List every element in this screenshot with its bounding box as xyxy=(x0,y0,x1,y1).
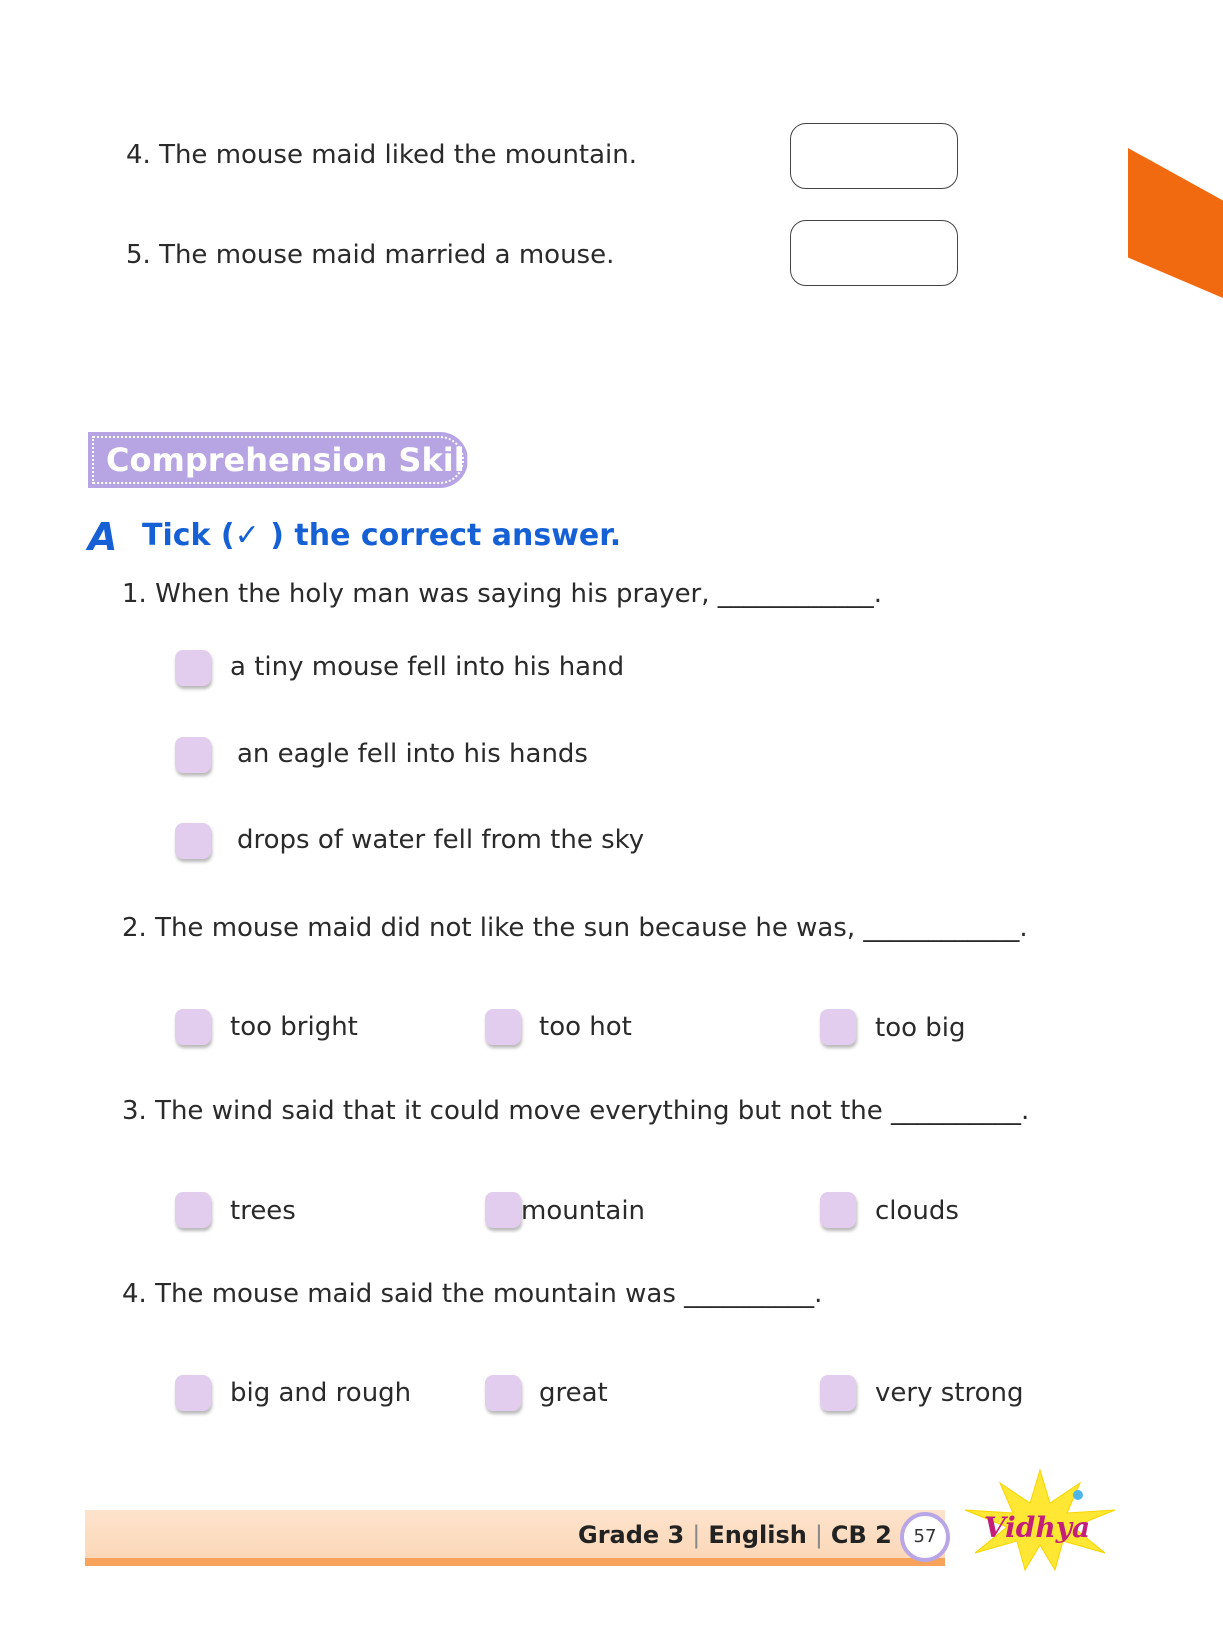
option-q3-b: mountain xyxy=(521,1196,646,1226)
section-heading xyxy=(88,432,495,488)
option-q2-c: too big xyxy=(875,1013,966,1043)
footer-grade: Grade 3 xyxy=(578,1521,685,1549)
corner-decoration xyxy=(1128,148,1223,298)
checkbox-q2-b[interactable] xyxy=(485,1009,521,1045)
option-q1-b: an eagle fell into his hands xyxy=(237,739,588,769)
checkbox-q4-b[interactable] xyxy=(485,1375,521,1411)
footer-label xyxy=(578,1521,892,1549)
section-title: Comprehension Skills xyxy=(106,441,495,479)
option-q4-b: great xyxy=(539,1378,608,1408)
checkbox-q4-c[interactable] xyxy=(820,1375,856,1411)
footer-book: CB 2 xyxy=(830,1521,892,1549)
option-q4-c: very strong xyxy=(875,1378,1024,1408)
footer-separator: | xyxy=(814,1521,823,1549)
vidhya-logo-icon xyxy=(955,1465,1125,1575)
option-q1-a: a tiny mouse fell into his hand xyxy=(230,652,625,682)
bird-icon xyxy=(1073,1490,1083,1500)
exercise-letter-icon: A xyxy=(88,515,118,559)
question-2: 2. The mouse maid did not like the sun because he was, ____________. xyxy=(122,913,1028,943)
footer-separator: | xyxy=(692,1521,701,1549)
option-q1-c: drops of water fell from the sky xyxy=(237,825,645,855)
page-number: 57 xyxy=(900,1512,950,1562)
tf-answer-box-4[interactable] xyxy=(790,123,958,189)
option-q4-a: big and rough xyxy=(230,1378,412,1408)
question-1: 1. When the holy man was saying his prayer, ____________. xyxy=(122,579,883,609)
footer-subject: English xyxy=(708,1521,807,1549)
checkbox-q1-b[interactable] xyxy=(175,737,211,773)
exercise-instruction: Tick (✓ ) the correct answer. xyxy=(142,518,622,553)
checkbox-q3-a[interactable] xyxy=(175,1192,211,1228)
question-3: 3. The wind said that it could move everything but not the __________. xyxy=(122,1096,1030,1126)
checkbox-q2-a[interactable] xyxy=(175,1009,211,1045)
option-q2-a: too bright xyxy=(230,1012,358,1042)
checkbox-q3-c[interactable] xyxy=(820,1192,856,1228)
option-q3-a: trees xyxy=(230,1196,296,1226)
tf-statement-5: 5. The mouse maid married a mouse. xyxy=(126,240,615,270)
brand-name: Vidhya xyxy=(983,1511,1091,1544)
option-q2-b: too hot xyxy=(539,1012,632,1042)
tf-answer-box-5[interactable] xyxy=(790,220,958,286)
checkbox-q1-c[interactable] xyxy=(175,823,211,859)
checkbox-q2-c[interactable] xyxy=(820,1009,856,1045)
checkbox-q1-a[interactable] xyxy=(175,650,211,686)
tf-statement-4: 4. The mouse maid liked the mountain. xyxy=(126,140,638,170)
checkbox-q4-a[interactable] xyxy=(175,1375,211,1411)
checkbox-q3-b[interactable] xyxy=(485,1192,521,1228)
question-4: 4. The mouse maid said the mountain was __________. xyxy=(122,1279,823,1309)
option-q3-c: clouds xyxy=(875,1196,959,1226)
